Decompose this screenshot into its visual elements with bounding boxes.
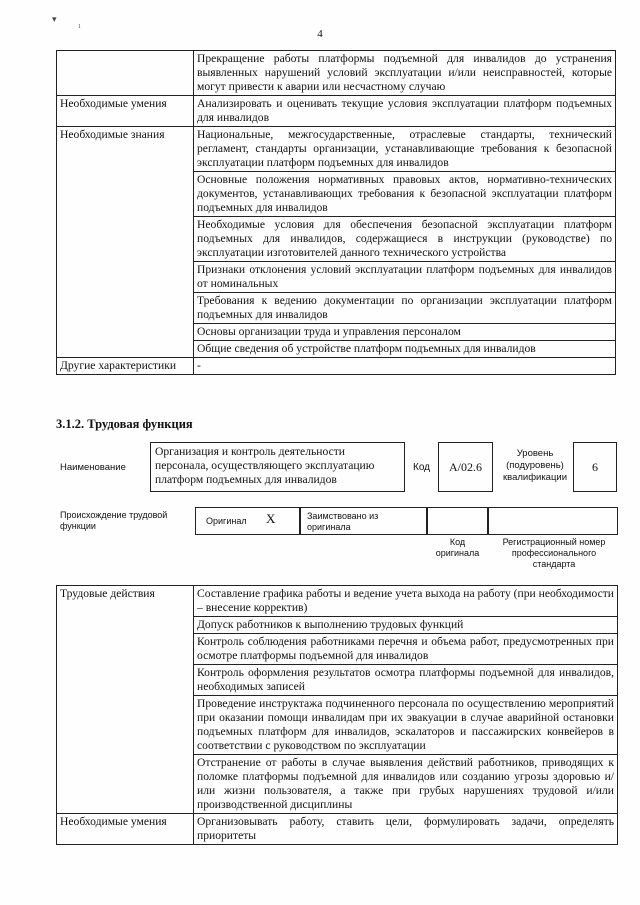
- origin-borrowed-box: [300, 507, 427, 535]
- table-row: [57, 358, 616, 375]
- corner-mark-left: ▾: [52, 14, 57, 24]
- row-text: Общие сведения об устройстве платформ подъемных для инвалидов: [194, 341, 616, 358]
- row-text: Контроль оформления результатов осмотра платформы подъемной для инвалидов, необходимых записей: [194, 665, 618, 696]
- original-mark: X: [266, 511, 276, 526]
- table-row: [57, 96, 616, 127]
- table-row: [57, 814, 618, 845]
- function-code-label: Код: [413, 462, 431, 473]
- row-text: -: [194, 358, 616, 375]
- row-text: Требования к ведению документации по организации эксплуатации платформ подъемных для инвалидов: [194, 293, 616, 324]
- function-name-label: Наименование: [60, 462, 126, 473]
- row-text: Основы организации труда и управления персоналом: [194, 324, 616, 341]
- labor-actions-table: [56, 585, 618, 845]
- row-text: Допуск работников к выполнению трудовых функций: [194, 617, 618, 634]
- qualification-level-label: Уровень (подуровень) квалификации: [502, 448, 568, 483]
- table-row: [57, 127, 616, 172]
- page-number: 4: [317, 28, 323, 40]
- reg-number-caption: Регистрационный номер профессионального стандарта: [502, 537, 606, 569]
- row-text: Национальные, межгосударственные, отраслевые стандарты, технический регламент, стандарты организации, устанавливающие требования к безопасной эксплуатации платформ подъемных для инвалидов: [194, 127, 616, 172]
- origin-label: Происхождение трудовой функции: [60, 510, 168, 531]
- function-code-box: A/02.6: [438, 442, 493, 492]
- corner-mark-right: ₁: [78, 18, 82, 28]
- row-text: Анализировать и оценивать текущие условия эксплуатации платформ подъемных для инвалидов: [194, 96, 616, 127]
- requirements-table: [56, 50, 616, 375]
- row-text: Основные положения нормативных правовых актов, нормативно-технических документов, устанавливающих требования к безопасной эксплуатации платформ подъемных для инвалидов: [194, 172, 616, 217]
- row-label: Необходимые знания: [57, 127, 194, 358]
- row-label: Трудовые действия: [57, 586, 194, 814]
- qualification-level-box: 6: [573, 442, 617, 492]
- table-row: [57, 586, 618, 617]
- original-label: Оригинал: [206, 516, 247, 526]
- row-label: [57, 51, 194, 96]
- row-label: Необходимые умения: [57, 814, 194, 845]
- origin-reg-number-box: [488, 507, 618, 535]
- code-original-caption: Код оригинала: [435, 537, 480, 558]
- row-text: Организовывать работу, ставить цели, формулировать задачи, определять приоритеты: [194, 814, 618, 845]
- row-text: Проведение инструктажа подчиненного персонала по осуществлению мероприятий при оказании помощи инвалидам при их эвакуации в случае аварийной остановки подъемных платформ для инвалидов, эскалаторов и пассажирских конвейеров в соответствии с руководством по эксплуатации: [194, 696, 618, 755]
- origin-original-box: [195, 507, 300, 535]
- row-text: Необходимые условия для обеспечения безопасной эксплуатации платформ подъемных для инвалидов, содержащиеся в инструкции (руководстве) по эксплуатации изготовителей данного технического устройства: [194, 217, 616, 262]
- row-label: Необходимые умения: [57, 96, 194, 127]
- row-text: Признаки отклонения условий эксплуатации платформ подъемных для инвалидов от номинальных: [194, 262, 616, 293]
- table-row: [57, 51, 616, 96]
- function-name-box: Организация и контроль деятельности персонала, осуществляющего эксплуатацию платформ подъемных для инвалидов: [150, 442, 405, 492]
- borrowed-label: Заимствовано из оригинала: [307, 511, 379, 532]
- row-text: Отстранение от работы в случае выявления действий работников, приводящих к поломке платформы подъемной для инвалидов или созданию угрозы здоровью и/или жизни пользователя, а также при грубых нарушениях трудовой и/или производственной дисциплины: [194, 755, 618, 814]
- row-text: Контроль соблюдения работниками перечня и объема работ, предусмотренных при осмотре платформы подъемной для инвалидов: [194, 634, 618, 665]
- row-text: Прекращение работы платформы подъемной для инвалидов до устранения выявленных нарушений условий эксплуатации и/или неисправностей, которые могут привести к аварии или несчастному случаю: [194, 51, 616, 96]
- section-title: 3.1.2. Трудовая функция: [56, 417, 193, 431]
- row-text: Составление графика работы и ведение учета выхода на работу (при необходимости – внесение корректив): [194, 586, 618, 617]
- row-label: Другие характеристики: [57, 358, 194, 375]
- origin-code-box: [427, 507, 488, 535]
